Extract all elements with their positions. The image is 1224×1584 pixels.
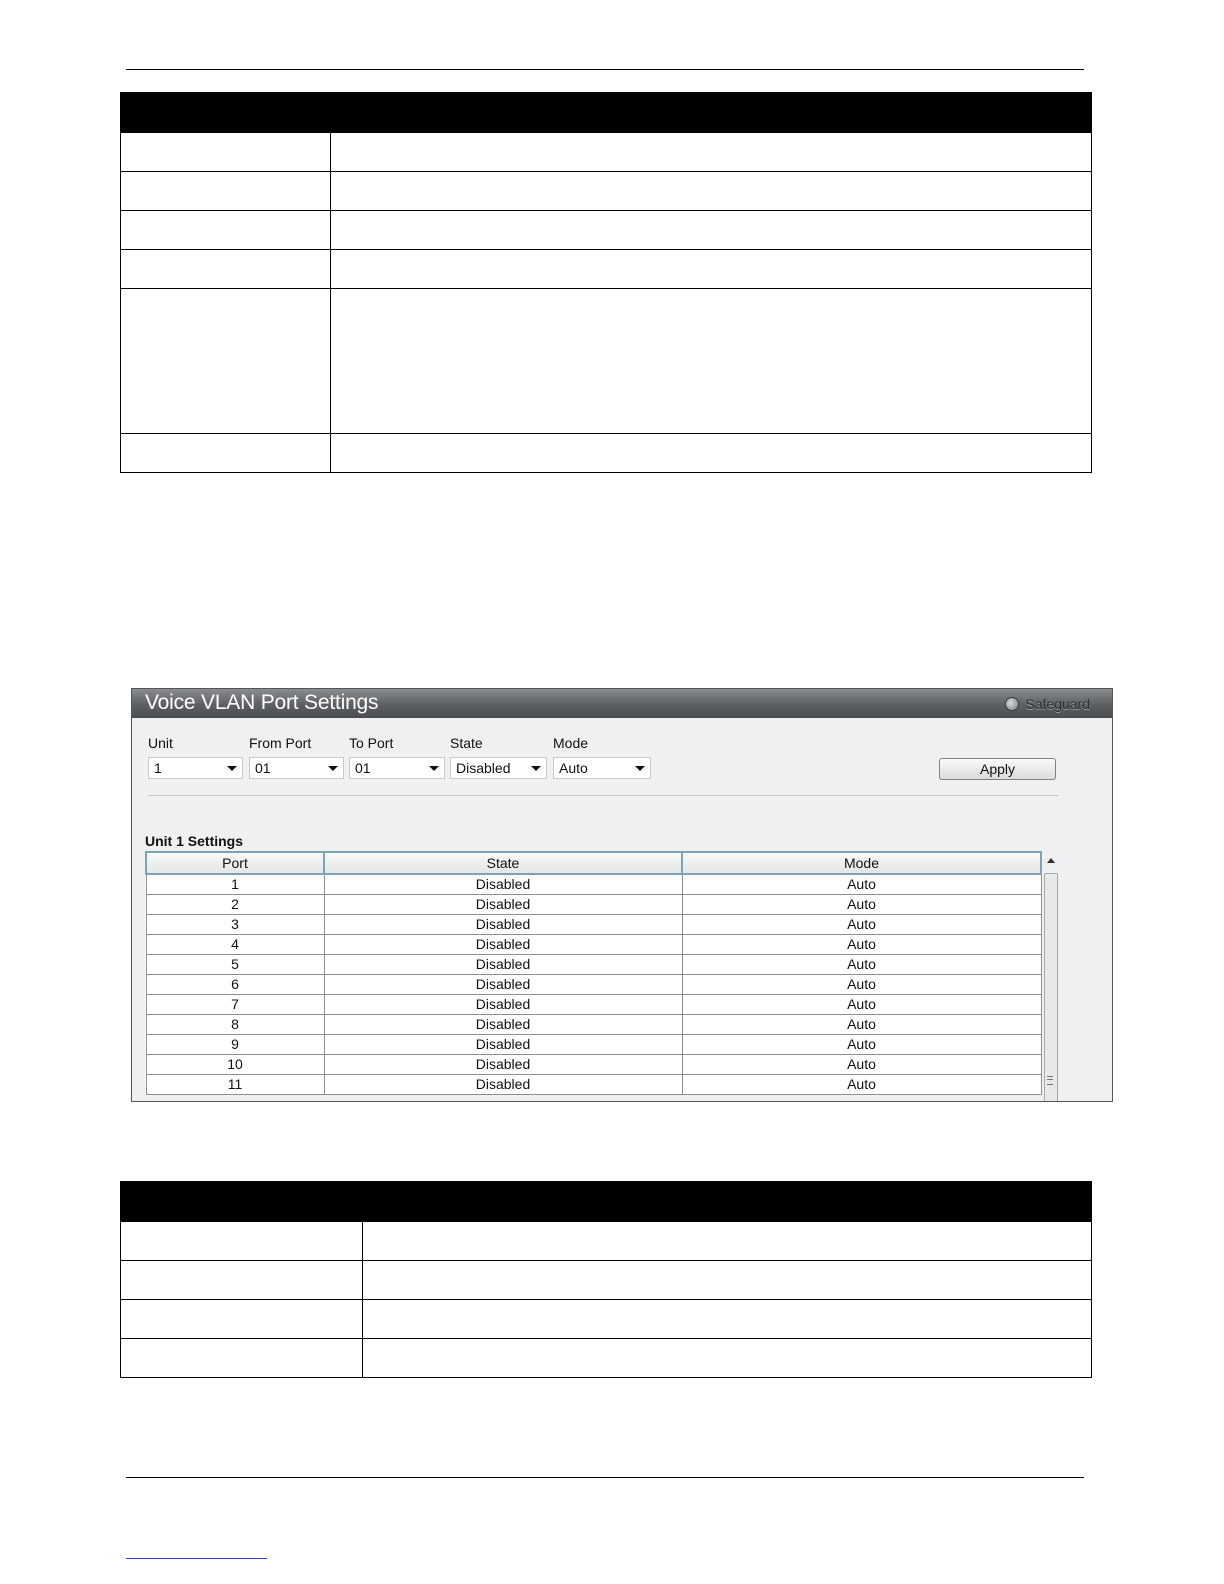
table-cell bbox=[363, 1222, 1092, 1261]
port-cell: 10 bbox=[146, 1055, 324, 1075]
scroll-up-arrow-icon[interactable] bbox=[1047, 858, 1055, 863]
table-cell bbox=[121, 211, 331, 250]
mode-cell: Auto bbox=[682, 915, 1041, 935]
mode-cell: Auto bbox=[682, 1035, 1041, 1055]
port-cell: 5 bbox=[146, 955, 324, 975]
table-cell bbox=[331, 434, 1092, 473]
from-port-select[interactable] bbox=[249, 757, 344, 779]
column-header-port[interactable]: Port bbox=[146, 852, 324, 874]
port-cell: 11 bbox=[146, 1075, 324, 1095]
table-cell bbox=[121, 1261, 363, 1300]
table-row bbox=[146, 1015, 1041, 1035]
column-header-state[interactable]: State bbox=[324, 852, 682, 874]
table-cell bbox=[331, 211, 1092, 250]
safeguard-indicator[interactable] bbox=[1005, 696, 1090, 712]
port-cell: 1 bbox=[146, 874, 324, 895]
table-row bbox=[146, 995, 1041, 1015]
voice-vlan-port-settings-window bbox=[131, 688, 1113, 1102]
port-cell: 2 bbox=[146, 895, 324, 915]
port-cell: 4 bbox=[146, 935, 324, 955]
mode-label: Mode bbox=[553, 735, 589, 751]
parameter-table-top bbox=[120, 92, 1092, 473]
table-row bbox=[146, 1035, 1041, 1055]
table-cell bbox=[121, 1222, 363, 1261]
state-cell: Disabled bbox=[324, 1035, 682, 1055]
table-header bbox=[121, 1182, 1092, 1222]
state-cell: Disabled bbox=[324, 1015, 682, 1035]
to-port-select[interactable] bbox=[349, 757, 445, 779]
footer-link-underline[interactable] bbox=[126, 1558, 267, 1559]
table-row bbox=[146, 935, 1041, 955]
mode-select-value: Auto bbox=[559, 760, 588, 776]
table-row bbox=[146, 874, 1041, 895]
footer-rule bbox=[126, 1477, 1084, 1478]
state-cell: Disabled bbox=[324, 1075, 682, 1095]
table-cell bbox=[121, 250, 331, 289]
port-cell: 8 bbox=[146, 1015, 324, 1035]
mode-cell: Auto bbox=[682, 874, 1041, 895]
unit-select-value: 1 bbox=[154, 760, 162, 776]
port-cell: 7 bbox=[146, 995, 324, 1015]
mode-cell: Auto bbox=[682, 995, 1041, 1015]
table-cell bbox=[121, 434, 331, 473]
port-cell: 3 bbox=[146, 915, 324, 935]
state-cell: Disabled bbox=[324, 1055, 682, 1075]
mode-cell: Auto bbox=[682, 955, 1041, 975]
mode-cell: Auto bbox=[682, 895, 1041, 915]
table-cell bbox=[363, 1261, 1092, 1300]
table-cell bbox=[331, 133, 1092, 172]
state-select[interactable] bbox=[450, 757, 547, 779]
table-cell bbox=[121, 133, 331, 172]
to-port-select-value: 01 bbox=[355, 760, 371, 776]
mode-select[interactable] bbox=[553, 757, 651, 779]
table-cell bbox=[331, 172, 1092, 211]
safeguard-icon bbox=[1005, 697, 1019, 711]
table-row bbox=[146, 915, 1041, 935]
header-rule bbox=[126, 69, 1084, 70]
table-cell bbox=[121, 1300, 363, 1339]
port-cell: 6 bbox=[146, 975, 324, 995]
from-port-select-value: 01 bbox=[255, 760, 271, 776]
safeguard-label: Safeguard bbox=[1025, 696, 1090, 712]
table-cell bbox=[121, 172, 331, 211]
chevron-down-icon bbox=[635, 766, 645, 771]
table-cell bbox=[363, 1339, 1092, 1378]
from-port-label: From Port bbox=[249, 735, 312, 751]
table-row bbox=[146, 955, 1041, 975]
table-header bbox=[121, 93, 1092, 133]
table-row bbox=[146, 895, 1041, 915]
parameter-table-bottom bbox=[120, 1181, 1092, 1378]
chevron-down-icon bbox=[429, 766, 439, 771]
mode-cell: Auto bbox=[682, 1055, 1041, 1075]
state-cell: Disabled bbox=[324, 975, 682, 995]
state-label: State bbox=[450, 735, 483, 751]
window-title: Voice VLAN Port Settings bbox=[145, 691, 379, 714]
scroll-grip-icon bbox=[1047, 1076, 1053, 1085]
unit-select[interactable] bbox=[148, 757, 243, 779]
scrollbar-thumb[interactable] bbox=[1044, 873, 1058, 1102]
table-cell bbox=[331, 250, 1092, 289]
form-divider bbox=[148, 795, 1059, 796]
state-cell: Disabled bbox=[324, 895, 682, 915]
mode-cell: Auto bbox=[682, 1075, 1041, 1095]
table-row bbox=[146, 1055, 1041, 1075]
state-cell: Disabled bbox=[324, 874, 682, 895]
chevron-down-icon bbox=[531, 766, 541, 771]
unit-settings-title: Unit 1 Settings bbox=[145, 833, 244, 849]
mode-cell: Auto bbox=[682, 1015, 1041, 1035]
chevron-down-icon bbox=[328, 766, 338, 771]
table-cell bbox=[363, 1300, 1092, 1339]
apply-button[interactable]: Apply bbox=[939, 758, 1056, 780]
table-cell bbox=[331, 289, 1092, 434]
state-cell: Disabled bbox=[324, 995, 682, 1015]
window-title-bar bbox=[132, 689, 1112, 718]
column-header-mode[interactable]: Mode bbox=[682, 852, 1041, 874]
table-row bbox=[146, 1075, 1041, 1095]
state-select-value: Disabled bbox=[456, 760, 511, 776]
table-row bbox=[146, 975, 1041, 995]
chevron-down-icon bbox=[227, 766, 237, 771]
to-port-label: To Port bbox=[349, 735, 394, 751]
state-cell: Disabled bbox=[324, 955, 682, 975]
port-settings-table bbox=[145, 851, 1042, 1095]
table-cell bbox=[121, 289, 331, 434]
mode-cell: Auto bbox=[682, 975, 1041, 995]
mode-cell: Auto bbox=[682, 935, 1041, 955]
table-scrollbar[interactable] bbox=[1042, 851, 1060, 1101]
state-cell: Disabled bbox=[324, 935, 682, 955]
state-cell: Disabled bbox=[324, 915, 682, 935]
port-cell: 9 bbox=[146, 1035, 324, 1055]
unit-label: Unit bbox=[148, 735, 173, 751]
table-cell bbox=[121, 1339, 363, 1378]
